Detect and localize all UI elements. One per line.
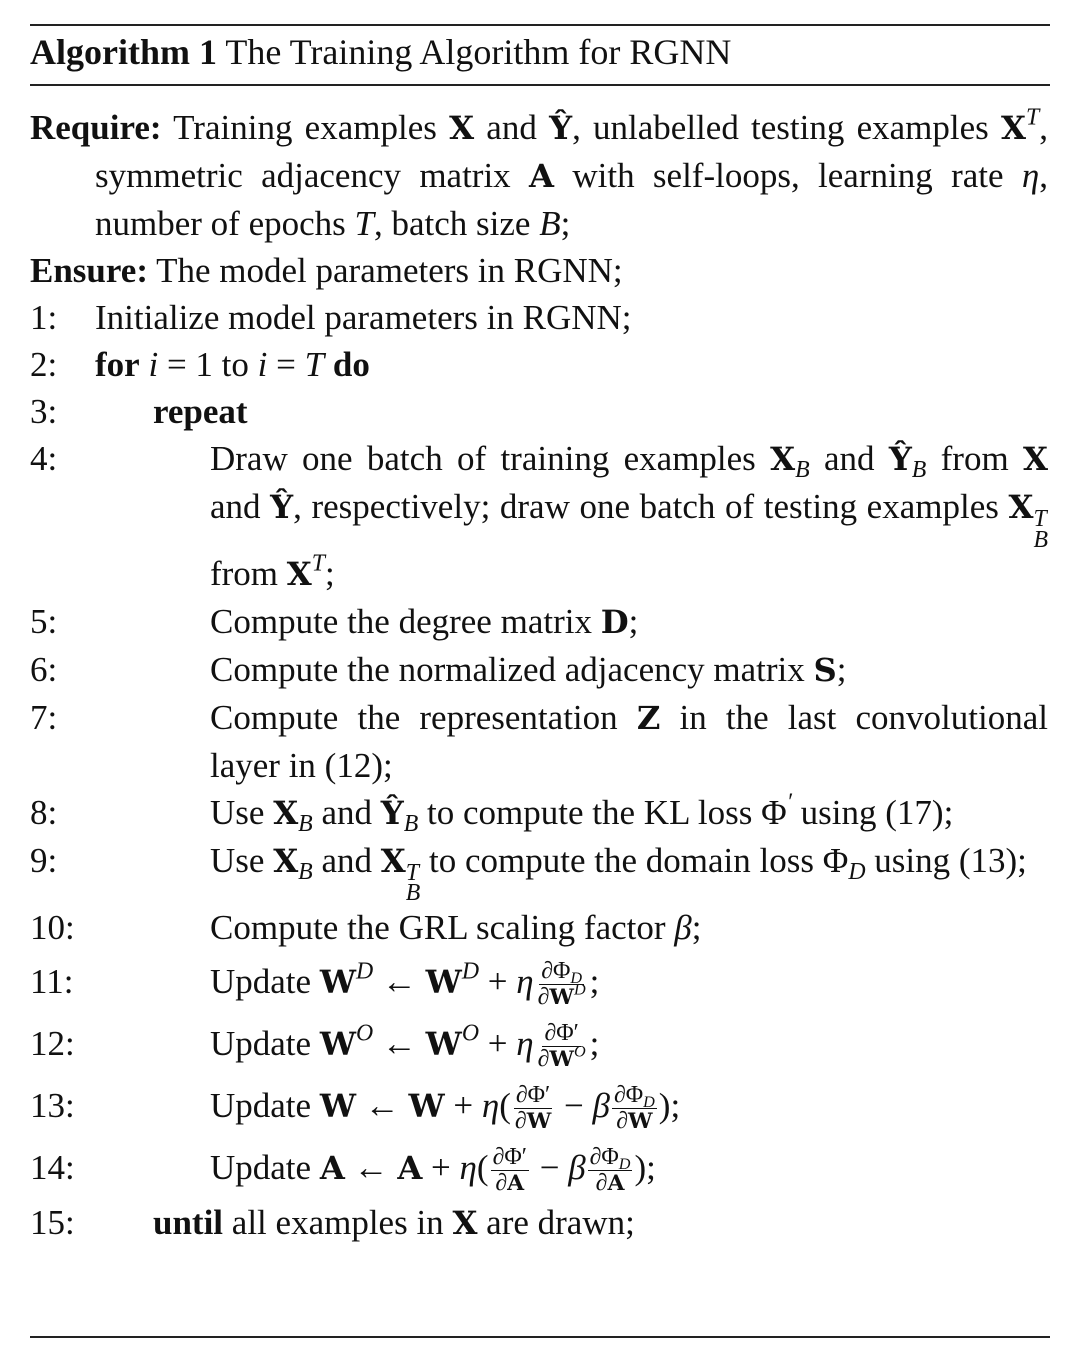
step-number: 2: (30, 345, 58, 384)
subscript: B (298, 810, 313, 837)
algorithm-label: Algorithm 1 (30, 32, 217, 72)
math-variable: β (674, 907, 692, 947)
math-symbol: Ŷ (380, 793, 404, 832)
algorithm-step (30, 789, 1048, 837)
text: and (474, 108, 550, 147)
algorithm-title: The Training Algorithm for RGNN (216, 32, 732, 72)
text: ← (355, 1085, 409, 1125)
superscript: D (573, 981, 586, 999)
text: Update (210, 961, 320, 1001)
text: ∂ (514, 1108, 527, 1135)
text: The model parameters in RGNN; (148, 251, 623, 290)
fraction-denominator (536, 981, 588, 1011)
algorithm-caption (30, 28, 731, 76)
text: ); (658, 1085, 681, 1125)
math-symbol: W (319, 1086, 356, 1125)
superscript: D (461, 958, 480, 985)
subscript: B (911, 457, 927, 484)
text: ← (373, 1023, 426, 1063)
math-variable: β (568, 1147, 586, 1187)
math-variable: η (1021, 156, 1040, 195)
fraction-denominator (513, 1109, 553, 1134)
text: Draw one batch of training examples (210, 439, 771, 478)
sup-sub-script (405, 860, 421, 907)
math-symbol: W (627, 1108, 653, 1135)
text: ∂ (616, 1108, 628, 1135)
step-number: 5: (30, 601, 58, 641)
fraction (612, 1083, 657, 1134)
algorithm-step (30, 1199, 1048, 1247)
fraction-denominator (536, 1043, 588, 1073)
math-symbol: X (286, 554, 312, 593)
text: ; (691, 907, 702, 947)
algorithm-step (30, 1075, 1048, 1137)
text: Compute the degree matrix (210, 601, 601, 641)
step-number: 8: (30, 792, 58, 832)
step-number: 1: (30, 298, 58, 337)
step-number: 6: (30, 649, 58, 689)
algorithm-step (30, 646, 1048, 694)
text: Compute the GRL scaling factor (210, 907, 675, 947)
step-number: 11: (30, 961, 74, 1001)
subscript: B (298, 858, 313, 885)
text: to compute the domain loss Φ (420, 840, 849, 880)
fraction (588, 1145, 633, 1196)
fraction-denominator (594, 1171, 627, 1196)
text: Update (210, 1147, 320, 1187)
keyword: do (332, 345, 370, 384)
text: ); (634, 1147, 656, 1187)
superscript: D (355, 958, 374, 985)
algorithm-body (30, 104, 1048, 1247)
text: ; (325, 553, 335, 593)
text: Compute the normalized adjacency matrix (210, 649, 814, 689)
math-symbol: X (449, 109, 475, 147)
fraction (536, 959, 588, 1010)
text: , respectively; draw one batch of testing examples (293, 487, 1009, 526)
algorithm-step (30, 294, 1048, 341)
algorithm-step (30, 388, 1048, 435)
keyword: for (95, 345, 140, 384)
text: from (210, 553, 287, 593)
algorithm-step (30, 904, 1048, 951)
text: + (422, 1147, 460, 1187)
keyword: Require: (30, 108, 162, 147)
step-number: 3: (30, 392, 58, 431)
subscript: D (643, 1093, 655, 1111)
text: ∂Φ (613, 1082, 644, 1109)
text: ∂Φ′ (515, 1082, 551, 1109)
math-variable: T (354, 204, 374, 243)
math-symbol: X (1008, 488, 1034, 526)
text: and (210, 487, 271, 526)
text: Update (210, 1023, 320, 1063)
math-symbol: A (529, 157, 555, 195)
text: Compute the representation (210, 697, 637, 737)
text: Use (210, 792, 274, 832)
text: ; (836, 649, 847, 689)
subscript: D (848, 858, 866, 885)
text: are drawn; (477, 1202, 635, 1242)
text: , symmetric adjacency matrix (95, 108, 1048, 195)
text: and (809, 439, 889, 478)
math-symbol: X (273, 793, 299, 832)
math-symbol: S (813, 650, 837, 689)
algorithm-step (30, 1137, 1048, 1199)
math-symbol: W (425, 1024, 462, 1063)
math-variable: β (592, 1085, 610, 1125)
math-variable: η (481, 1085, 500, 1125)
step-number: 14: (30, 1147, 75, 1187)
math-symbol: W (319, 1024, 356, 1063)
text: ∂Φ (541, 958, 571, 985)
text: + (479, 961, 517, 1001)
math-variable: B (539, 204, 561, 243)
text: ∂ (495, 1170, 508, 1197)
algorithm-step (30, 435, 1048, 598)
math-variable: η (516, 961, 534, 1001)
text: ∂Φ′ (492, 1144, 527, 1171)
sup-sub-script (1033, 506, 1048, 553)
text: ( (499, 1085, 511, 1125)
subscript: B (405, 880, 421, 907)
text (324, 345, 333, 384)
superscript: T (1033, 506, 1047, 533)
math-variable: T (304, 345, 325, 384)
text: − (530, 1147, 569, 1187)
algorithm-step (30, 341, 1048, 388)
text: and (312, 792, 381, 832)
math-symbol: A (607, 1170, 625, 1197)
subscript: B (1033, 526, 1048, 553)
text: from (926, 439, 1023, 478)
math-symbol: D (600, 602, 629, 641)
text: using (13); (865, 840, 1027, 880)
text: ∂Φ′ (544, 1020, 579, 1047)
fraction (536, 1021, 588, 1072)
math-symbol: Z (636, 698, 661, 737)
subscript: D (570, 969, 583, 987)
step-number: 4: (30, 439, 58, 478)
superscript: ′ (786, 789, 792, 816)
text: Use (210, 840, 274, 880)
fraction-denominator (493, 1171, 526, 1196)
algorithm-ensure (30, 247, 1048, 294)
keyword: Ensure: (30, 251, 148, 290)
math-symbol: X (380, 841, 406, 880)
text: Initialize model parameters in RGNN; (95, 298, 632, 337)
algorithm-step (30, 951, 1048, 1013)
math-symbol: W (549, 984, 574, 1011)
step-number: 15: (30, 1202, 75, 1242)
subscript: B (795, 457, 810, 484)
caption-rule (30, 84, 1050, 86)
text: ∂Φ (589, 1144, 619, 1171)
text: ∂ (537, 984, 550, 1011)
math-symbol: A (507, 1170, 525, 1197)
math-symbol: X (1023, 440, 1048, 478)
text: ; (589, 1023, 600, 1063)
text: ( (476, 1147, 489, 1187)
text: − (555, 1085, 593, 1125)
text: using (17); (791, 792, 954, 832)
math-symbol: Ŷ (549, 109, 573, 147)
superscript: O (573, 1043, 586, 1061)
text: , batch size (373, 204, 540, 243)
superscript: O (461, 1020, 480, 1047)
fraction-numerator (612, 1083, 657, 1109)
superscript: T (311, 550, 326, 577)
text: ; (560, 204, 571, 243)
math-symbol: W (425, 962, 462, 1001)
math-symbol: A (397, 1148, 423, 1187)
math-symbol: Ŷ (888, 440, 912, 478)
text: ∂ (595, 1170, 608, 1197)
math-symbol: W (408, 1086, 445, 1125)
step-number: 12: (30, 1023, 75, 1063)
text: all examples in (223, 1202, 453, 1242)
algorithm-step (30, 1013, 1048, 1075)
math-symbol: W (549, 1046, 574, 1073)
math-symbol: X (770, 440, 796, 478)
step-number: 10: (30, 907, 75, 947)
algorithm-step (30, 694, 1048, 789)
math-symbol: X (1001, 109, 1026, 147)
keyword: repeat (153, 392, 248, 431)
text: + (444, 1085, 482, 1125)
math-symbol: W (319, 962, 356, 1001)
text: , unlabelled testing examples (572, 108, 1002, 147)
text: + (479, 1023, 517, 1063)
fraction-numerator (588, 1145, 633, 1171)
fraction (513, 1083, 553, 1134)
text: , number of epochs (95, 156, 1048, 243)
fraction (491, 1145, 529, 1196)
bottom-rule (30, 1336, 1050, 1338)
math-variable: i (257, 345, 268, 384)
algorithm-step (30, 837, 1048, 907)
math-variable: η (459, 1147, 477, 1187)
step-number: 9: (30, 840, 58, 880)
superscript: T (1026, 104, 1040, 131)
math-variable: η (516, 1023, 534, 1063)
text: = (267, 345, 305, 384)
fraction-numerator (491, 1145, 529, 1171)
text: ; (589, 961, 600, 1001)
superscript: T (405, 860, 419, 887)
step-number: 13: (30, 1085, 75, 1125)
fraction-numerator (514, 1083, 552, 1109)
text: ∂ (537, 1046, 550, 1073)
step-number: 7: (30, 697, 58, 737)
math-symbol: X (273, 841, 299, 880)
text: Update (210, 1085, 320, 1125)
superscript: O (355, 1020, 374, 1047)
algorithm-require (30, 104, 1048, 247)
text: Training examples (161, 108, 450, 147)
math-symbol: X (452, 1203, 478, 1242)
text: ; (628, 601, 639, 641)
text: to compute the KL loss Φ (418, 792, 787, 832)
top-rule (30, 24, 1050, 26)
fraction-denominator (614, 1109, 654, 1134)
text: in the last convolutional layer in (12); (210, 697, 1048, 785)
text: ← (373, 961, 426, 1001)
keyword: until (153, 1202, 224, 1242)
text: with self-loops, learning rate (554, 156, 1022, 195)
subscript: B (403, 810, 419, 837)
math-variable: i (148, 345, 159, 384)
math-symbol: A (319, 1148, 345, 1187)
algorithm-step (30, 598, 1048, 646)
math-symbol: W (526, 1108, 552, 1135)
math-symbol: Ŷ (270, 488, 294, 526)
text: and (312, 840, 381, 880)
text: ← (344, 1147, 398, 1187)
text: = 1 to (158, 345, 258, 384)
subscript: D (618, 1155, 631, 1173)
